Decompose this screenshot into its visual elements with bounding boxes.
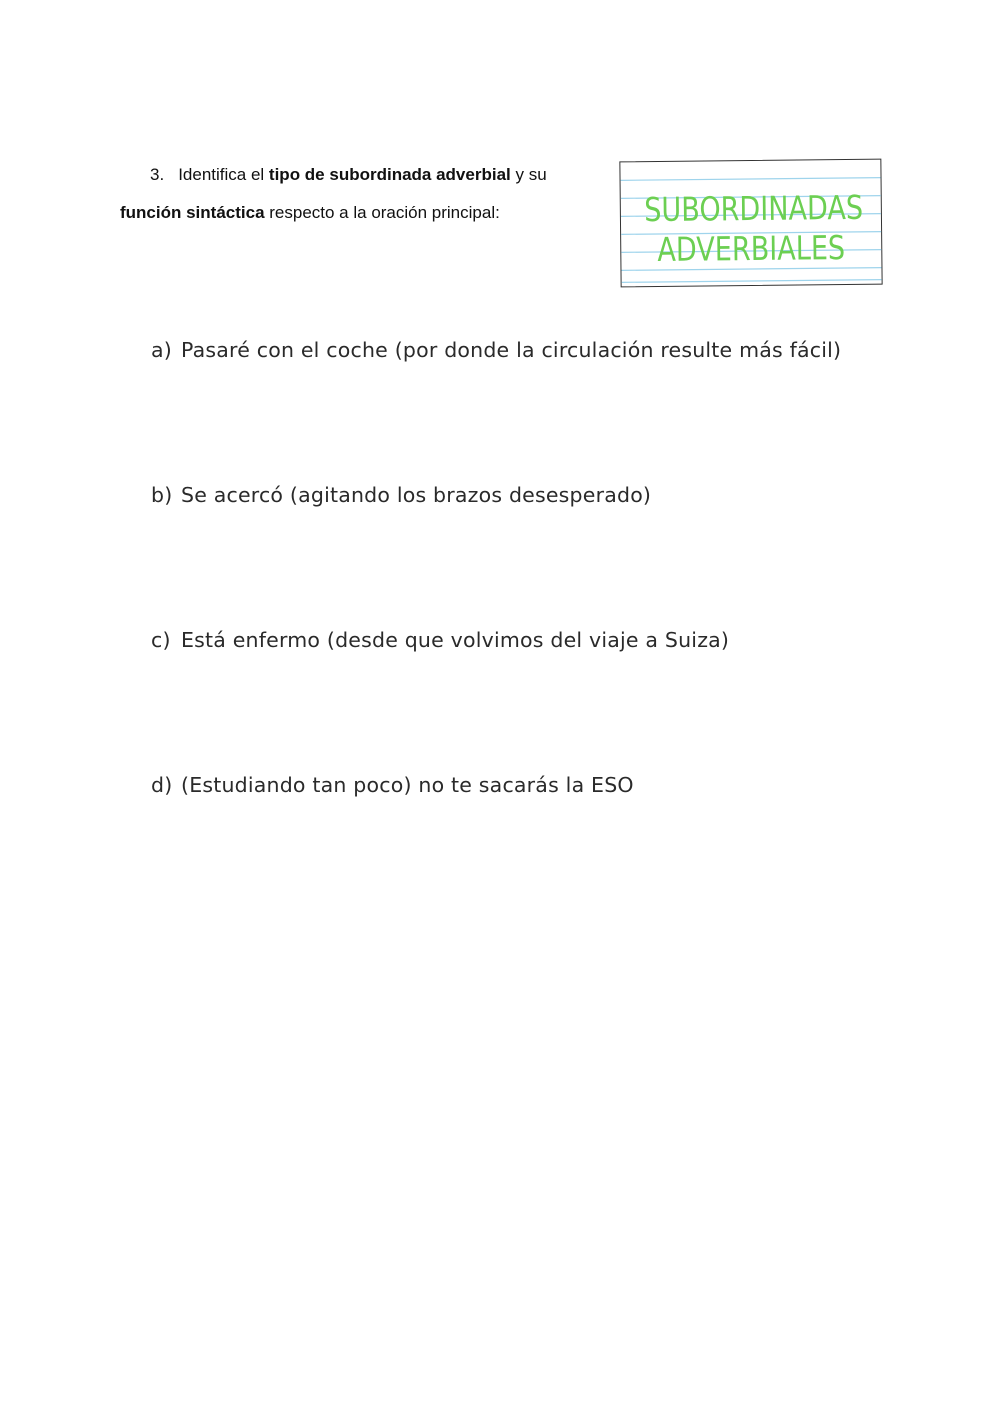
question-b	[151, 483, 651, 507]
question-a	[151, 338, 841, 362]
card-title-line2: ADVERBIALES	[657, 228, 846, 269]
question-text: Pasaré con el coche (por donde la circulación resulte más fácil)	[181, 338, 842, 362]
question-text: Se acercó (agitando los brazos desesperado)	[181, 483, 652, 507]
question-letter: a)	[151, 338, 172, 362]
instruction-part2: y su	[510, 165, 547, 184]
card-title-line1: SUBORDINADAS	[644, 187, 864, 230]
instruction-bold2: función sintáctica	[120, 203, 265, 222]
instruction-part1: Identifica el	[178, 165, 269, 184]
question-c	[151, 628, 729, 652]
question-text: (Estudiando tan poco) no te sacarás la ESO	[181, 773, 634, 797]
question-number: 3.	[150, 165, 165, 184]
question-d	[151, 773, 634, 797]
title-card	[619, 159, 882, 288]
instruction-text	[120, 156, 600, 232]
question-text: Está enfermo (desde que volvimos del viaje a Suiza)	[181, 628, 730, 652]
question-letter: d)	[151, 773, 173, 797]
instruction-bold1: tipo de subordinada adverbial	[268, 165, 511, 184]
question-letter: b)	[151, 483, 173, 507]
instruction-part3: respecto a la oración principal:	[264, 203, 500, 222]
question-letter: c)	[151, 628, 171, 652]
